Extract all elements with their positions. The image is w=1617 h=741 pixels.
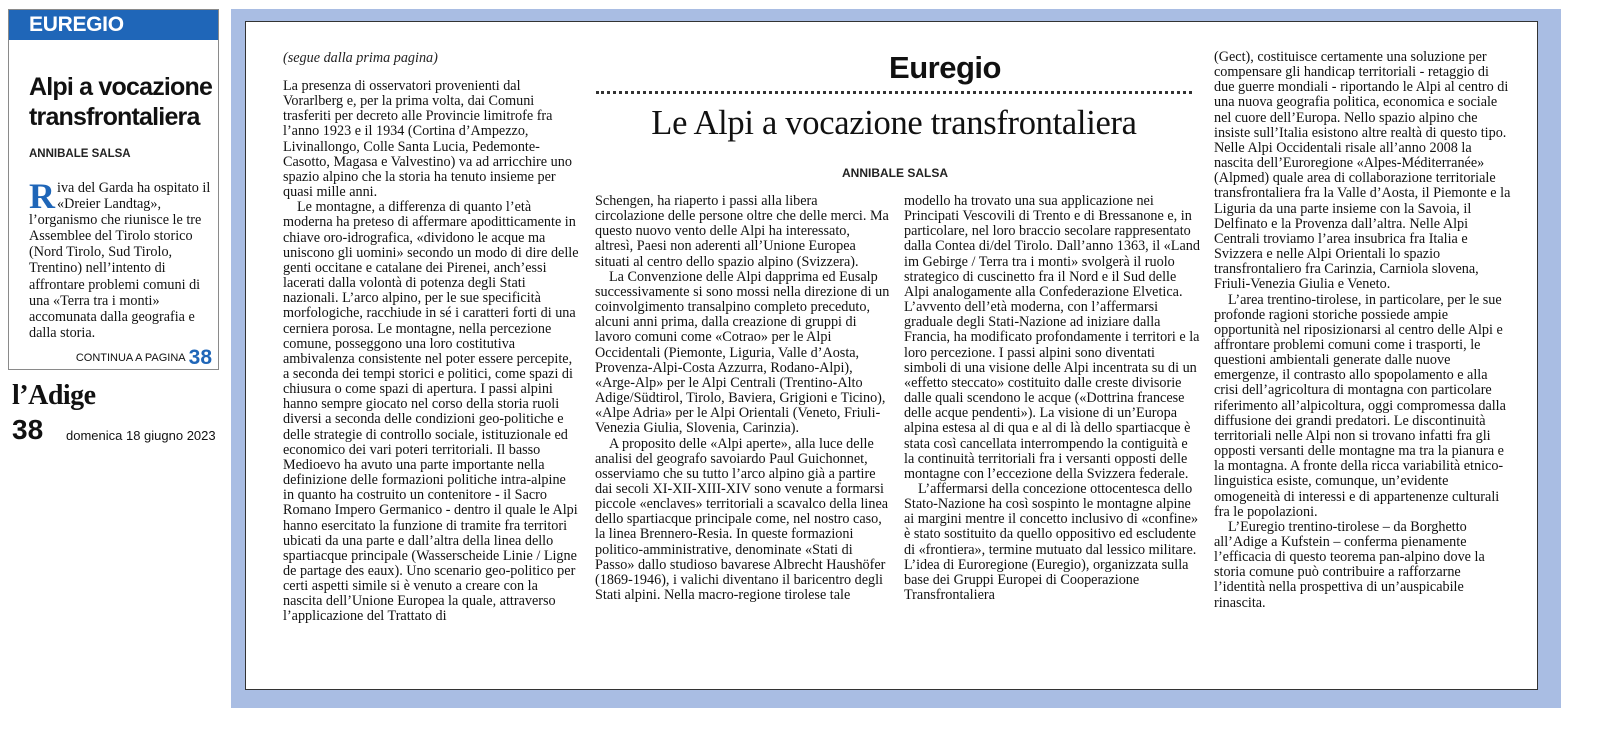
paragraph: L’area trentino-tirolese, in particolare, per le sue profonde ragioni storiche possiede ampie opportunità nel riposizionarsi al centro delle Alpi e affrontare problemi comuni come i trasporti, le questioni ambientali generate dalle nuove emergenze, il contrasto allo spopolamento e alla crisi dell’agricoltura di montagna con particolare riferimento all’alpicoltura, oggi compromessa dalla diffusione dei grandi predatori. Le discontinuità territoriali nelle Alpi non si trovano infatti fra gli opposti versanti delle montagne ma tra la pianura e la montagna. A fronte della ricca variabilità etnico-linguistica esiste, comunque, un’evidente omogeneità di interessi e di appartenenze culturali fra le popolazioni. (1214, 291, 1506, 520)
teaser-section-label: EUREGIO (9, 10, 218, 40)
article-byline: ANNIBALE SALSA (841, 166, 948, 180)
paragraph: L’Euregio trentino-tirolese – da Borghetto all’Adige a Kufstein – conferma pienamente l’efficacia di questo teorema pan-alpino dove la storia comune può contribuire a rafforzarne l’identità nella prospettiva di un’auspicabile rinascita. (1214, 518, 1485, 611)
paragraph: Le montagne, a differenza di quanto l’età moderna ha preteso di affermare apoditticamente in chiave oro-idrografica, «dividono le acque ma uniscono gli uomini» secondo un modo di dire delle genti occitane e catalane dei Pirenei, anch’essi lacerati dalla volontà di potenza degli Stati nazionali. L’arco alpino, per le sue specificità morfologiche, racchiude in sé i caratteri forti di una cerniera porosa. Le montagne, nella percezione comune, posseggono una loro costitutiva ambivalenza consistente nel poter essere percepite, a seconda dei tempi storici e politici, come spazi di chiusura o come spazi di apertura. I passi alpini hanno sempre giocato nel corso della storia ruoli diversi a seconda delle condizioni geo-politiche e delle strategie di controllo sociale, istituzionale ed economico dei vari poteri territoriali. Il basso Medioevo ha avuto una parte importante nella definizione delle formazioni politiche intra-alpine in quanto ha costruito un contenitore - il Sacro Romano Impero Germanico - dentro il quale le Alpi hanno esercitato la funzione di tramite fra territori ubicati da una parte e dall’altra della linea dello spartiacque principale (Wasserscheide Linie / Ligne de partage des eaux). Uno scenario geo-politico per certi aspetti simile si è venuto a creare con la nascita dell’Unione Europea la quale, attraverso l’applicazione del Trattato di (283, 199, 579, 625)
teaser-dropcap: R (29, 176, 55, 216)
article-column-3 (904, 194, 1200, 603)
article-column-4 (1214, 50, 1511, 611)
paragraph: La Convenzione delle Alpi dapprima ed Eusalp successivamente si sono mossi nella direzione di un coinvolgimento transalpino completo preceduto, alcuni anni prima, dalla creazione di gruppi di lavoro comuni come «Cotrao» per le Alpi Occidentali (Piemonte, Liguria, Valle d’Aosta, Provenza-Alpi-Costa Azzurra, Rodano-Alpi), «Arge-Alp» per le Alpi Centrali (Trentino-Alto Adige/Südtirol, Tirolo, Baviera, Grigioni e Ticino), «Alpe Adria» per le Alpi Orientali (Veneto, Friuli-Venezia Giulia, Slovenia, Carinzia). (595, 268, 890, 437)
teaser-author: ANNIBALE SALSA (29, 148, 131, 160)
article-headline: Le Alpi a vocazione transfrontaliera (651, 104, 1137, 142)
folio-date: domenica 18 giugno 2023 (66, 428, 216, 443)
teaser-title: Alpi a vocazione transfrontaliera (29, 73, 213, 131)
continue-page-number: 38 (188, 346, 212, 369)
continued-from-note: (segue dalla prima pagina) (283, 50, 438, 66)
newspaper-masthead: l’Adige (12, 380, 96, 411)
dotted-divider (596, 91, 1192, 94)
paragraph: L’affermarsi della concezione ottocentesca dello Stato-Nazione ha così sospinto le montagne alpine ai margini mentre il concetto inclusivo di «confine» è stato sostituito da quello oppositivo ed escludente di «frontiera», termine mutuato dal lessico militare. L’idea di Euroregione (Euregio), organizzata sulla base dei Gruppi Europei di Cooperazione Transfrontaliera (904, 480, 1199, 604)
paragraph: (Gect), costituisce certamente una soluzione per compensare gli handicap territoriali - retaggio di due guerre mondiali - riportando le Alpi al centro di una nuova geografia politica, economica e sociale nel cuore dell’Europa. Nello spazio alpino che insiste sull’Italia esistono altre realtà di questo tipo. Nelle Alpi Occidentali risale all’anno 2008 la nascita dell’Euroregione «Alpes-Méditerranée» (Alpmed) quale area di collaborazione territoriale transfrontaliera fra la Valle d’Aosta, il Piemonte e la Liguria da una parte insieme con la Savoia, il Delfinato e la Provenza dall’altra. Nelle Alpi Centrali troviamo l’area insubrica fra Italia e Svizzera e nelle Alpi Orientali lo spazio transfrontaliero fra Carinzia, Carniola slovena, Friuli-Venezia Giulia e Veneto. (1214, 49, 1511, 293)
teaser-summary (29, 176, 217, 341)
article-column-1 (283, 79, 579, 625)
article-column-2 (595, 194, 890, 603)
paragraph: La presenza di osservatori provenienti dal Vorarlberg e, per la prima volta, dai Comuni trasferiti per decreto alle Provincie limitrofe fra l’anno 1923 e il 1934 (Cortina d’Ampezzo, Livinallongo, Colle Santa Lucia, Pedemonte-Casotto, Magasa e Valvestino) va ad arricchire uno spazio alpino che la storia ha tenuto insieme per quasi mille anni. (283, 78, 572, 201)
paragraph: Schengen, ha riaperto i passi alla libera circolazione delle persone oltre che delle merci. Ma questo nuovo vento delle Alpi ha interessato, altresì, Paesi non aderenti all’Unione Europea situati al centro dello spazio alpino (Svizzera). (595, 193, 889, 270)
article-kicker: Euregio (889, 50, 1001, 85)
teaser-summary-text: iva del Garda ha ospitato il «Dreier Landtag», l’organismo che riunisce le tre Assemblee del Tirolo storico (Nord Tirolo, Sud Tirolo, Trentino) nell’intento di affrontare problemi comuni di una «Terra tra i monti» accomunata dalla geografia e dalla storia. (29, 180, 211, 341)
folio-page-number: 38 (12, 414, 44, 445)
paragraph: A proposito delle «Alpi aperte», alla luce delle analisi del geografo savoiardo Paul Guichonnet, osserviamo che su tutto l’arco alpino già a partire dai secoli XI-XII-XIII-XIV sono venute a formarsi piccole «enclaves» territoriali a scavalco della linea dello spartiacque principale come, nel nostro caso, la linea Brennero-Resia. In queste formazioni politico-amministrative, denominate «Stati di Passo» dallo studioso bavarese Albrecht Haushöfer (1869-1946), i valichi diventano il baricentro degli Stati alpini. Nella macro-regione tirolese tale (595, 435, 889, 604)
continue-label: CONTINUA A PAGINA (75, 352, 186, 364)
paragraph: modello ha trovato una sua applicazione nei Principati Vescovili di Trento e di Bressanone e, in particolare, nel loro braccio secolare rappresentato dalla Contea di/del Tirolo. Dall’anno 1363, il «Land im Gebirge / Terra tra i monti» svolgerà il ruolo strategico di cuscinetto fra il Nord e il Sud delle Alpi analogamente alla Confederazione Elvetica. L’avvento dell’età moderna, con l’affermarsi graduale degli Stati-Nazione ad iniziare dalla Francia, ha modificato profondamente i territori e la loro percezione. I passi alpini sono diventati simboli di una visione delle Alpi incentrata su di un «effetto steccato» costituito dalle creste divisorie dalle quali scendono le acque («Dottrina francese delle acque pendenti»). La visione di un’Europa alpina estesa al di qua e al di là dello spartiacque è stata così cancellata interrompendo la contiguità e la continuità territoriali fra i versanti opposti delle montagne con l’eccezione della Svizzera federale. (904, 193, 1200, 482)
teaser-box (8, 9, 219, 370)
continue-on-page[interactable] (76, 346, 212, 370)
